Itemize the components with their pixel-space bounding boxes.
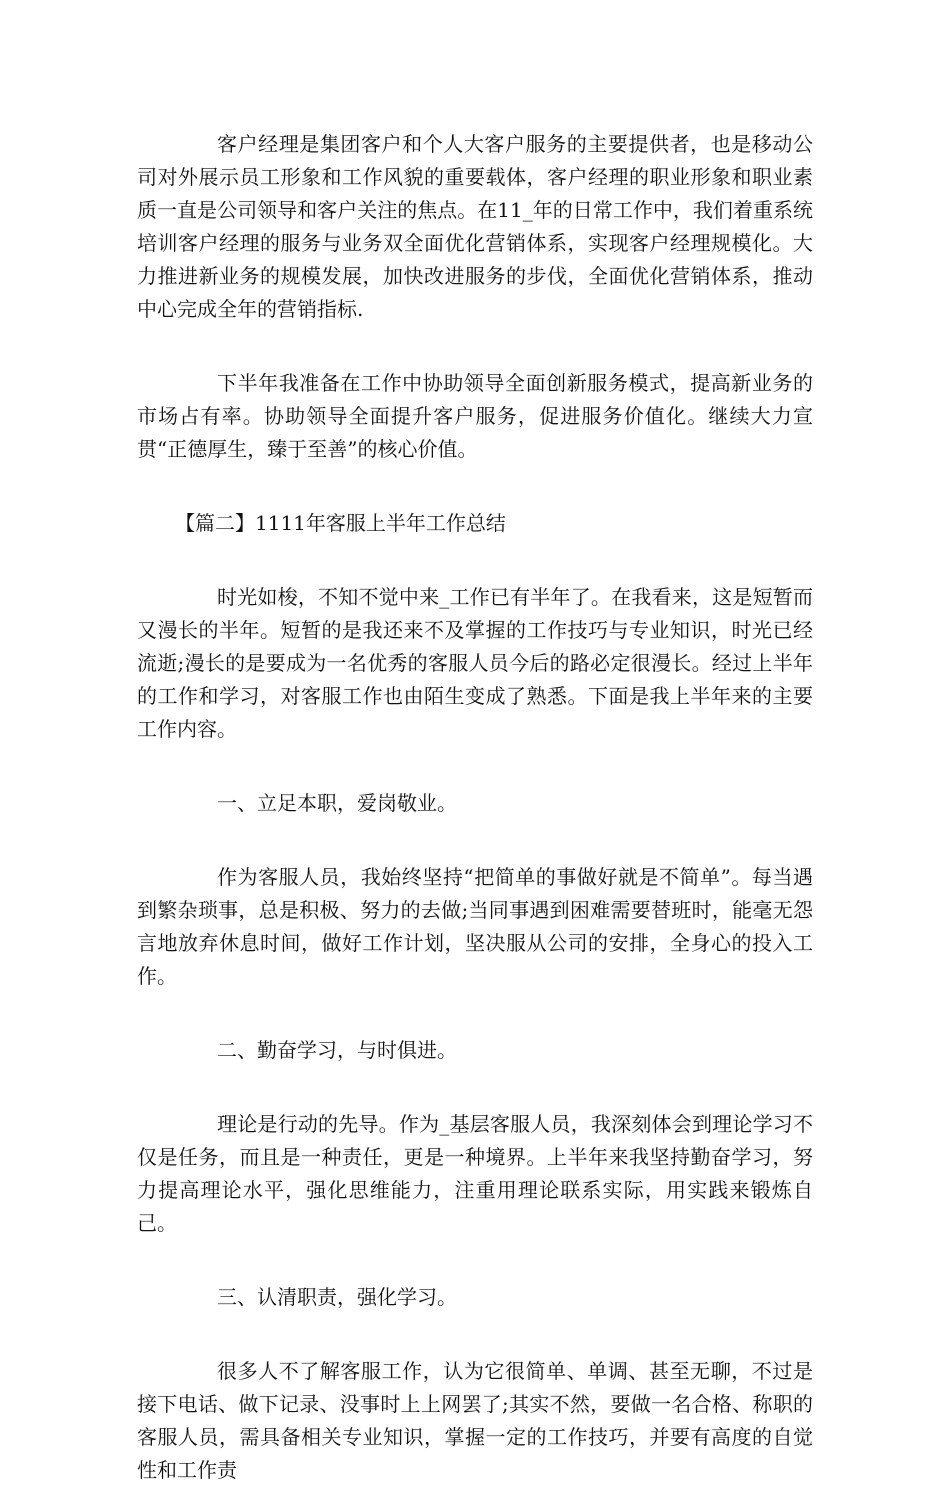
section-heading: 【篇二】1111年客服上半年工作总结 <box>175 511 506 535</box>
subheading-one: 一、立足本职，爱岗敬业。 <box>217 791 457 815</box>
paragraph-intro: 时光如梭，不知不觉中来_工作已有半年了。在我看来，这是短暂而又漫长的半年。短暂的是我还来不及掌握的工作技巧与专业知识，时光已经流逝;漫长的是要成为一名优秀的客服人员今后的路必定很漫长。经过上半年的工作和学习，对客服工作也由陌生变成了熟悉。下面是我上半年来的主要工作内容。 <box>137 585 813 741</box>
paragraph-one: 作为客服人员，我始终坚持“把简单的事做好就是不简单”。每当遇到繁杂琐事，总是积极、努力的去做;当同事遇到困难需要替班时，能毫无怨言地放弃休息时间，做好工作计划，坚决服从公司的安排，全身心的投入工作。 <box>137 865 813 988</box>
subheading-two: 二、勤奋学习，与时俱进。 <box>217 1038 457 1062</box>
paragraph-two: 理论是行动的先导。作为_基层客服人员，我深刻体会到理论学习不仅是任务，而且是一种责任，更是一种境界。上半年来我坚持勤奋学习，努力提高理论水平，强化思维能力，注重用理论联系实际，用实践来锻炼自己。 <box>137 1112 813 1235</box>
paragraph-account-manager: 客户经理是集团客户和个人大客户服务的主要提供者，也是移动公司对外展示员工形象和工作风貌的重要载体，客户经理的职业形象和职业素质一直是公司领导和客户关注的焦点。在11_年的日常工作中，我们着重系统培训客户经理的服务与业务双全面优化营销体系，实现客户经理规模化。大力推进新业务的规模发展，加快改进服务的步伐，全面优化营销体系，推动中心完成全年的营销指标. <box>137 132 813 321</box>
document-body <box>137 128 813 1487</box>
paragraph-second-half-plan: 下半年我准备在工作中协助领导全面创新服务模式，提高新业务的市场占有率。协助领导全面提升客户服务，促进服务价值化。继续大力宣贯“正德厚生，臻于至善”的核心价值。 <box>137 371 813 461</box>
subheading-three: 三、认清职责，强化学习。 <box>217 1285 457 1309</box>
paragraph-three: 很多人不了解客服工作，认为它很简单、单调、甚至无聊，不过是接下电话、做下记录、没事时上上网罢了;其实不然，要做一名合格、称职的客服人员，需具备相关专业知识，掌握一定的工作技巧，并要有高度的自觉性和工作责 <box>137 1359 813 1482</box>
